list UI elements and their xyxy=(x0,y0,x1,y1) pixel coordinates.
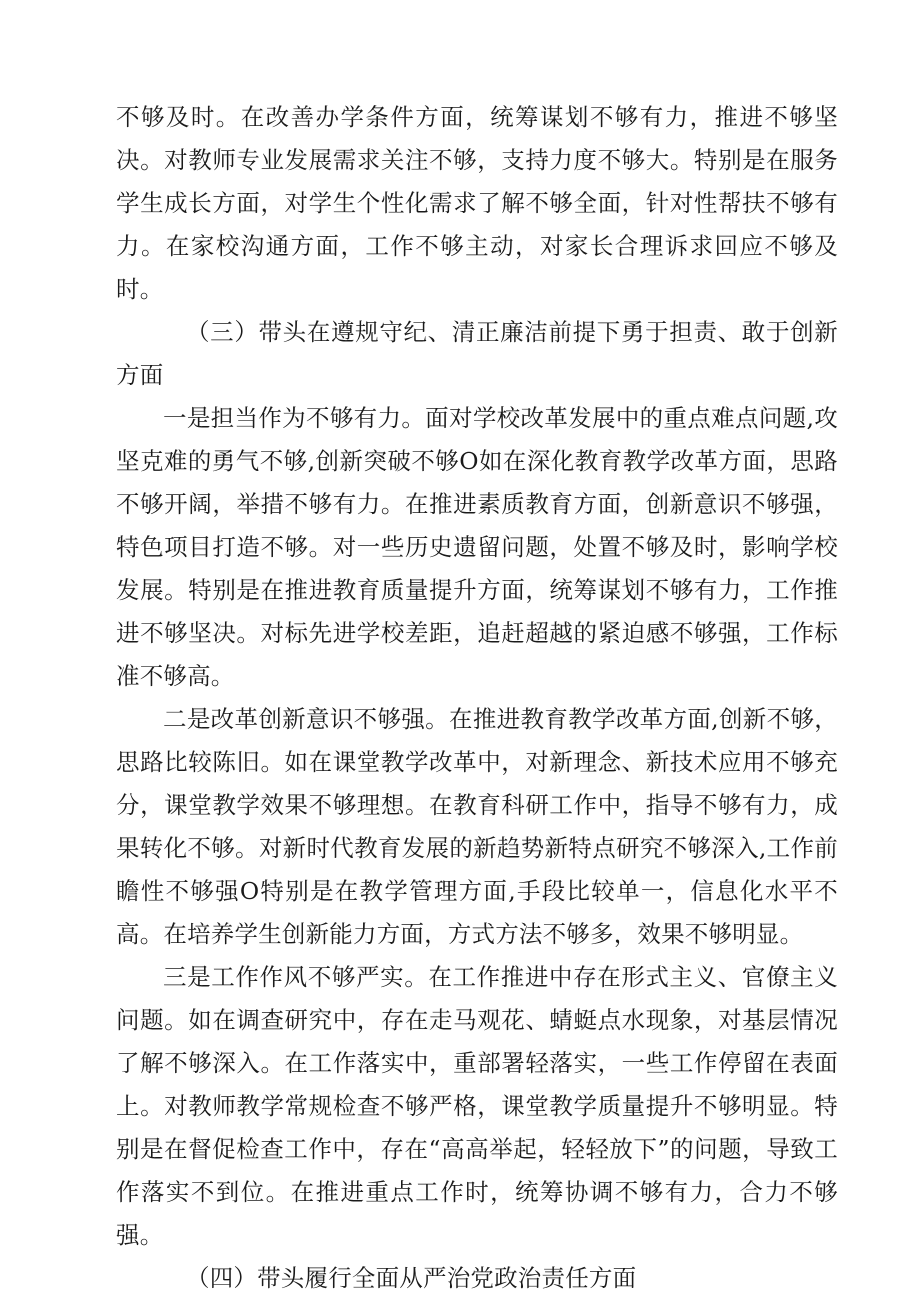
paragraph-two: 二是改革创新意识不够强。在推进教育教学改革方面,创新不够，思路比较陈旧。如在课堂教学改革中，对新理念、新技术应用不够充分，课堂教学效果不够理想。在教育科研工作中，指导不够有力，成果转化不够。对新时代教育发展的新趋势新特点研究不够深入,工作前瞻性不够强O特别是在教学管理方面,手段比较单一，信息化水平不高。在培养学生创新能力方面，方式方法不够多，效果不够明显。 xyxy=(116,705,838,948)
paragraph-continued: 不够及时。在改善办学条件方面，统筹谋划不够有力，推进不够坚决。对教师专业发展需求关注不够，支持力度不够大。特别是在服务学生成长方面，对学生个性化需求了解不够全面，针对性帮扶不够有力。在家校沟通方面，工作不够主动，对家长合理诉求回应不够及时。 xyxy=(116,103,838,303)
paragraph-one: 一是担当作为不够有力。面对学校改革发展中的重点难点问题,攻坚克难的勇气不够,创新突破不够O如在深化教育教学改革方面，思路不够开阔，举措不够有力。在推进素质教育方面，创新意识不够强，特色项目打造不够。对一些历史遗留问题，处置不够及时，影响学校发展。特别是在推进教育质量提升方面，统筹谋划不够有力，工作推进不够坚决。对标先进学校差距，追赶超越的紧迫感不够强，工作标准不够高。 xyxy=(116,404,838,690)
document-body xyxy=(116,96,838,1300)
section-heading-four: （四）带头履行全面从严治党政治责任方面 xyxy=(186,1264,637,1292)
section-heading-three: （三）带头在遵规守纪、清正廉洁前提下勇于担责、敢于创新方面 xyxy=(116,318,838,389)
paragraph-three: 三是工作作风不够严实。在工作推进中存在形式主义、官僚主义问题。如在调查研究中，存在走马观花、蜻蜓点水现象，对基层情况了解不够深入。在工作落实中，重部署轻落实，一些工作停留在表面上。对教师教学常规检查不够严格，课堂教学质量提升不够明显。特别是在督促检查工作中，存在“高高举起，轻轻放下”的问题，导致工作落实不到位。在推进重点工作时，统筹协调不够有力，合力不够强。 xyxy=(116,963,838,1249)
